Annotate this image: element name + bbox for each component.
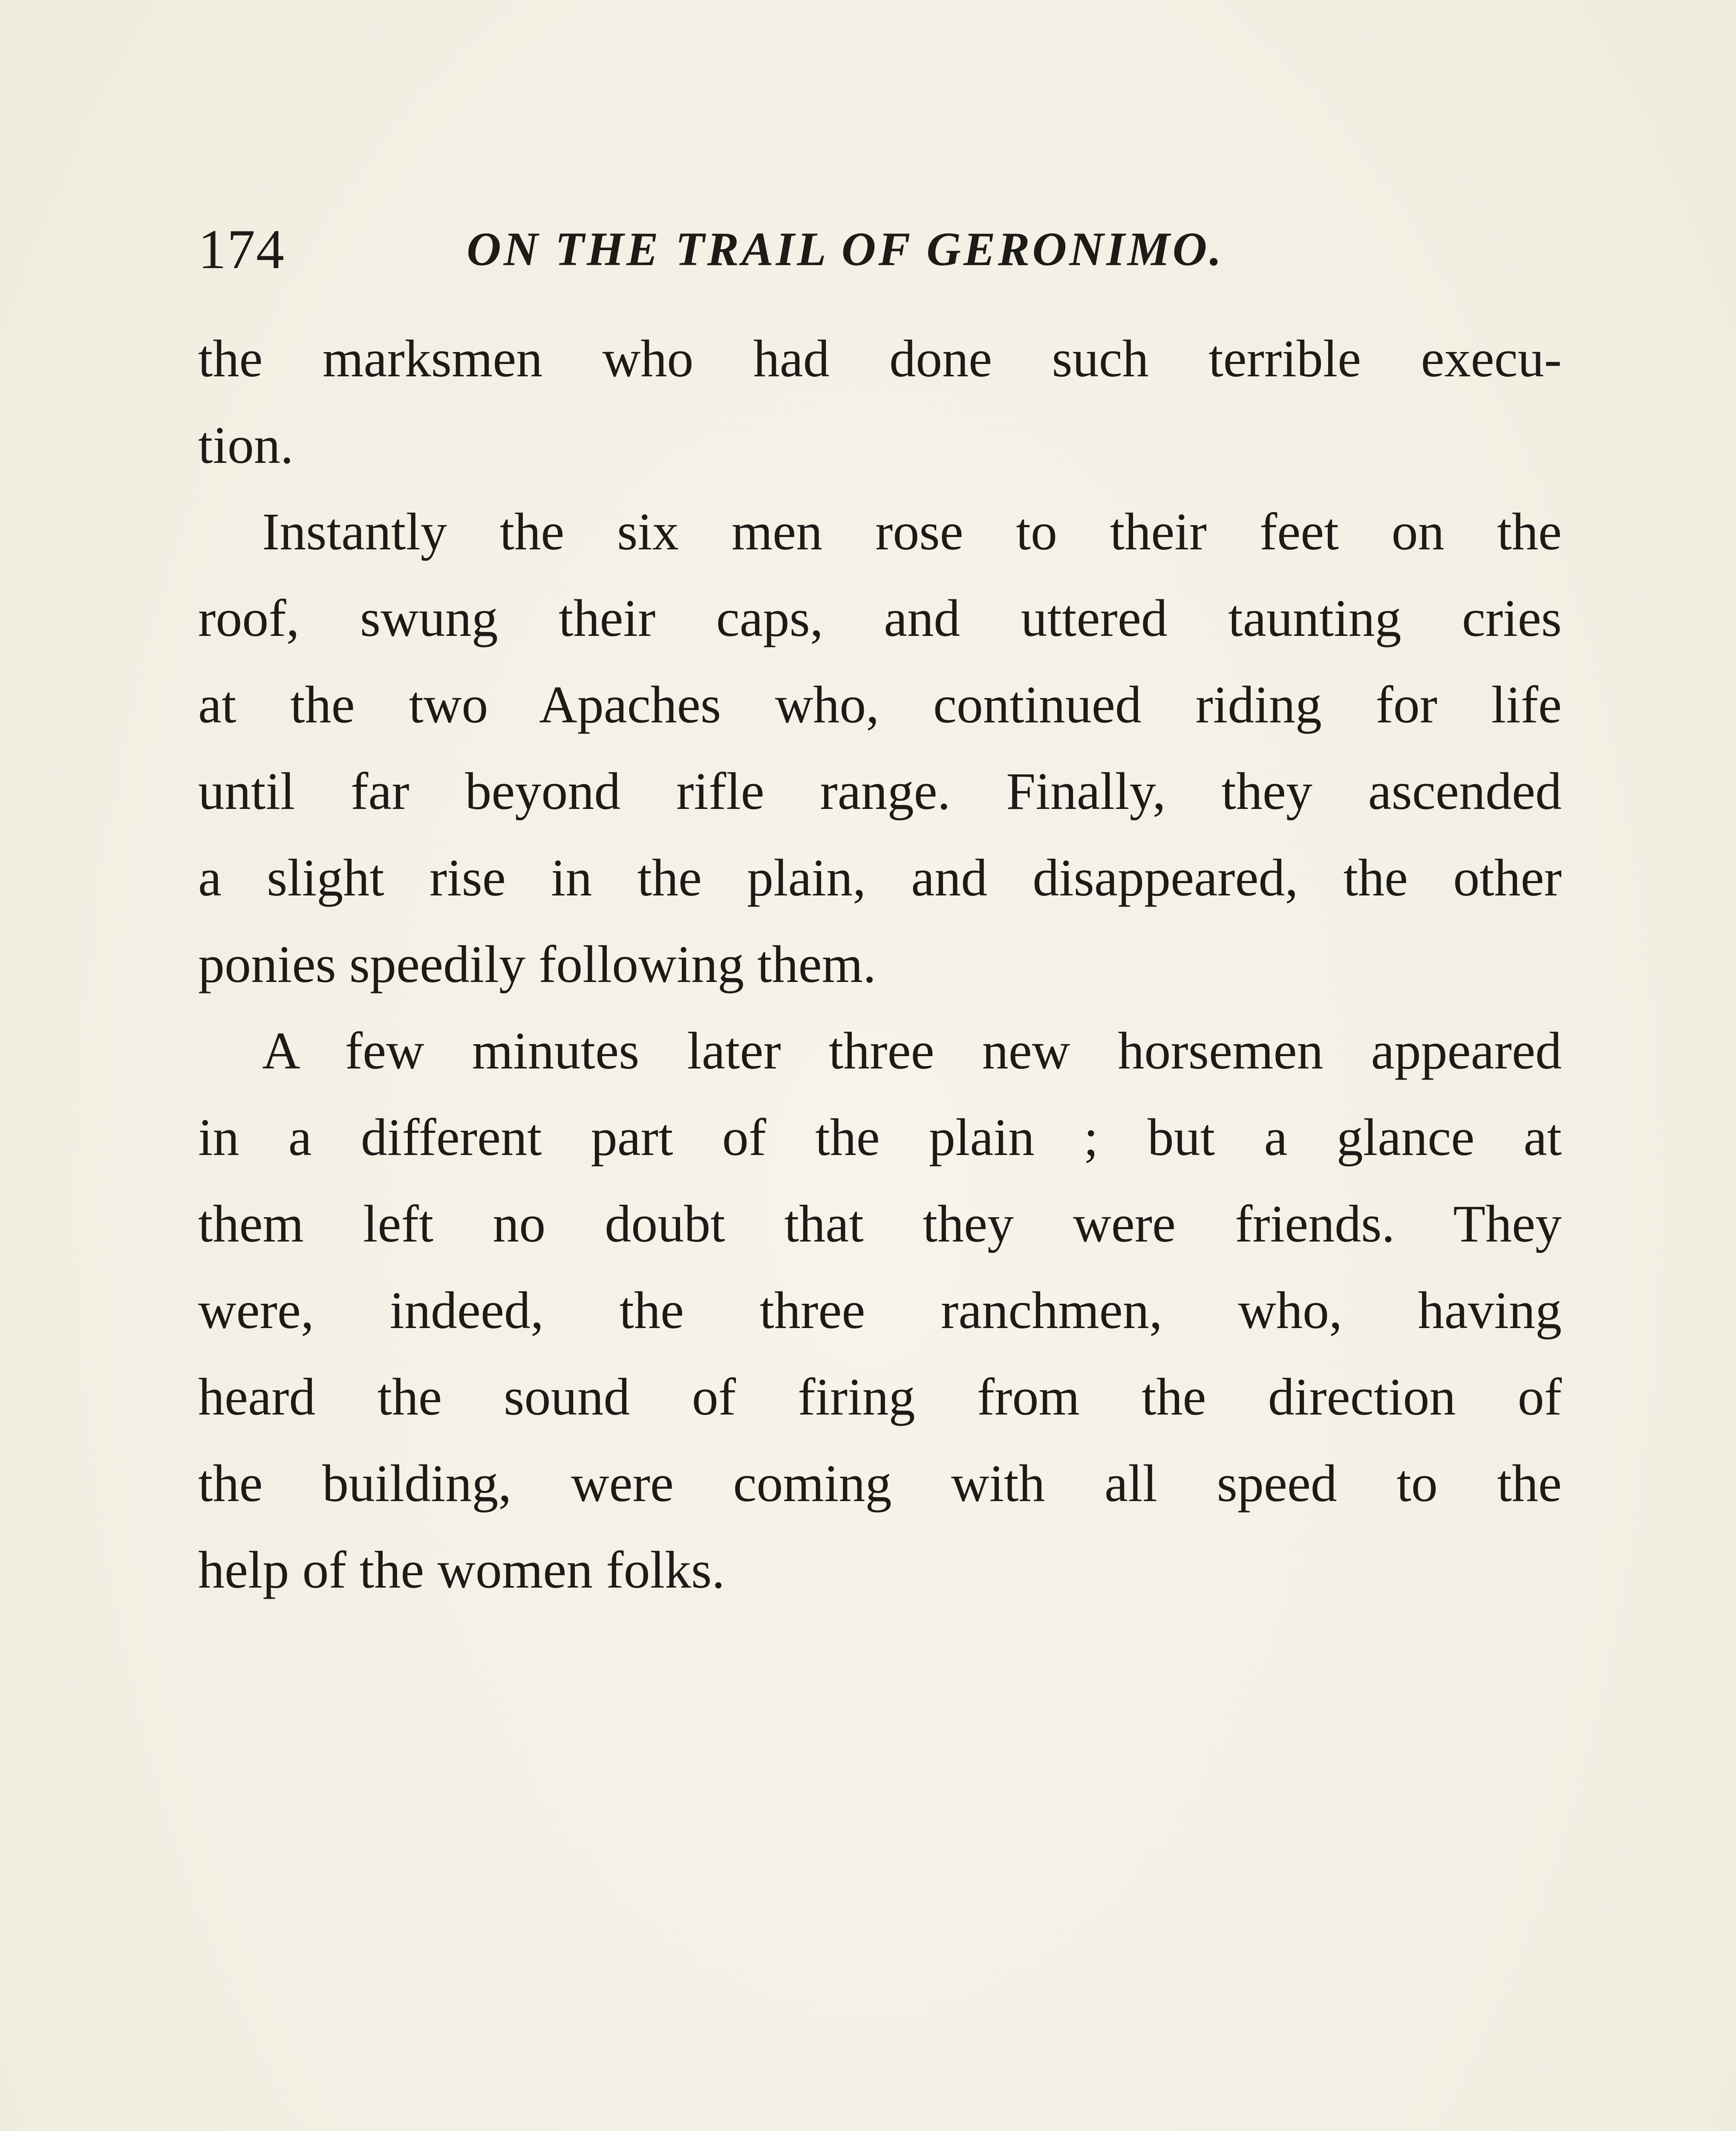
paragraph <box>198 315 1562 488</box>
text-line: roof, swung their caps, and uttered taunting cries <box>198 589 1562 647</box>
text-line: at the two Apaches who, continued riding for life <box>198 676 1562 734</box>
text-line: A few minutes later three new horsemen appeared <box>262 1022 1562 1080</box>
text-line: ponies speedily following them. <box>198 935 877 993</box>
text-line: the building, were coming with all speed to the <box>198 1454 1562 1513</box>
text-line: in a different part of the plain ; but a glance at <box>198 1108 1562 1167</box>
page-header <box>198 213 1562 281</box>
page-number: 174 <box>198 218 285 280</box>
paragraph <box>198 1008 1562 1613</box>
text-line: until far beyond rifle range. Finally, they ascended <box>198 762 1562 820</box>
text-line: a slight rise in the plain, and disappeared, the other <box>198 849 1562 907</box>
text-line: help of the women folks. <box>198 1541 725 1599</box>
text-line: tion. <box>198 416 294 474</box>
text-line: them left no doubt that they were friends. They <box>198 1195 1562 1253</box>
running-head: ON THE TRAIL OF GERONIMO. <box>467 223 1224 276</box>
text-line: were, indeed, the three ranchmen, who, having <box>198 1281 1562 1340</box>
text-line: Instantly the six men rose to their feet on the <box>262 502 1562 561</box>
paragraph <box>198 488 1562 1008</box>
body-text <box>198 315 1562 1613</box>
text-line: heard the sound of firing from the direction of <box>198 1368 1562 1426</box>
text-line: the marksmen who had done such terrible execu- <box>198 329 1562 388</box>
